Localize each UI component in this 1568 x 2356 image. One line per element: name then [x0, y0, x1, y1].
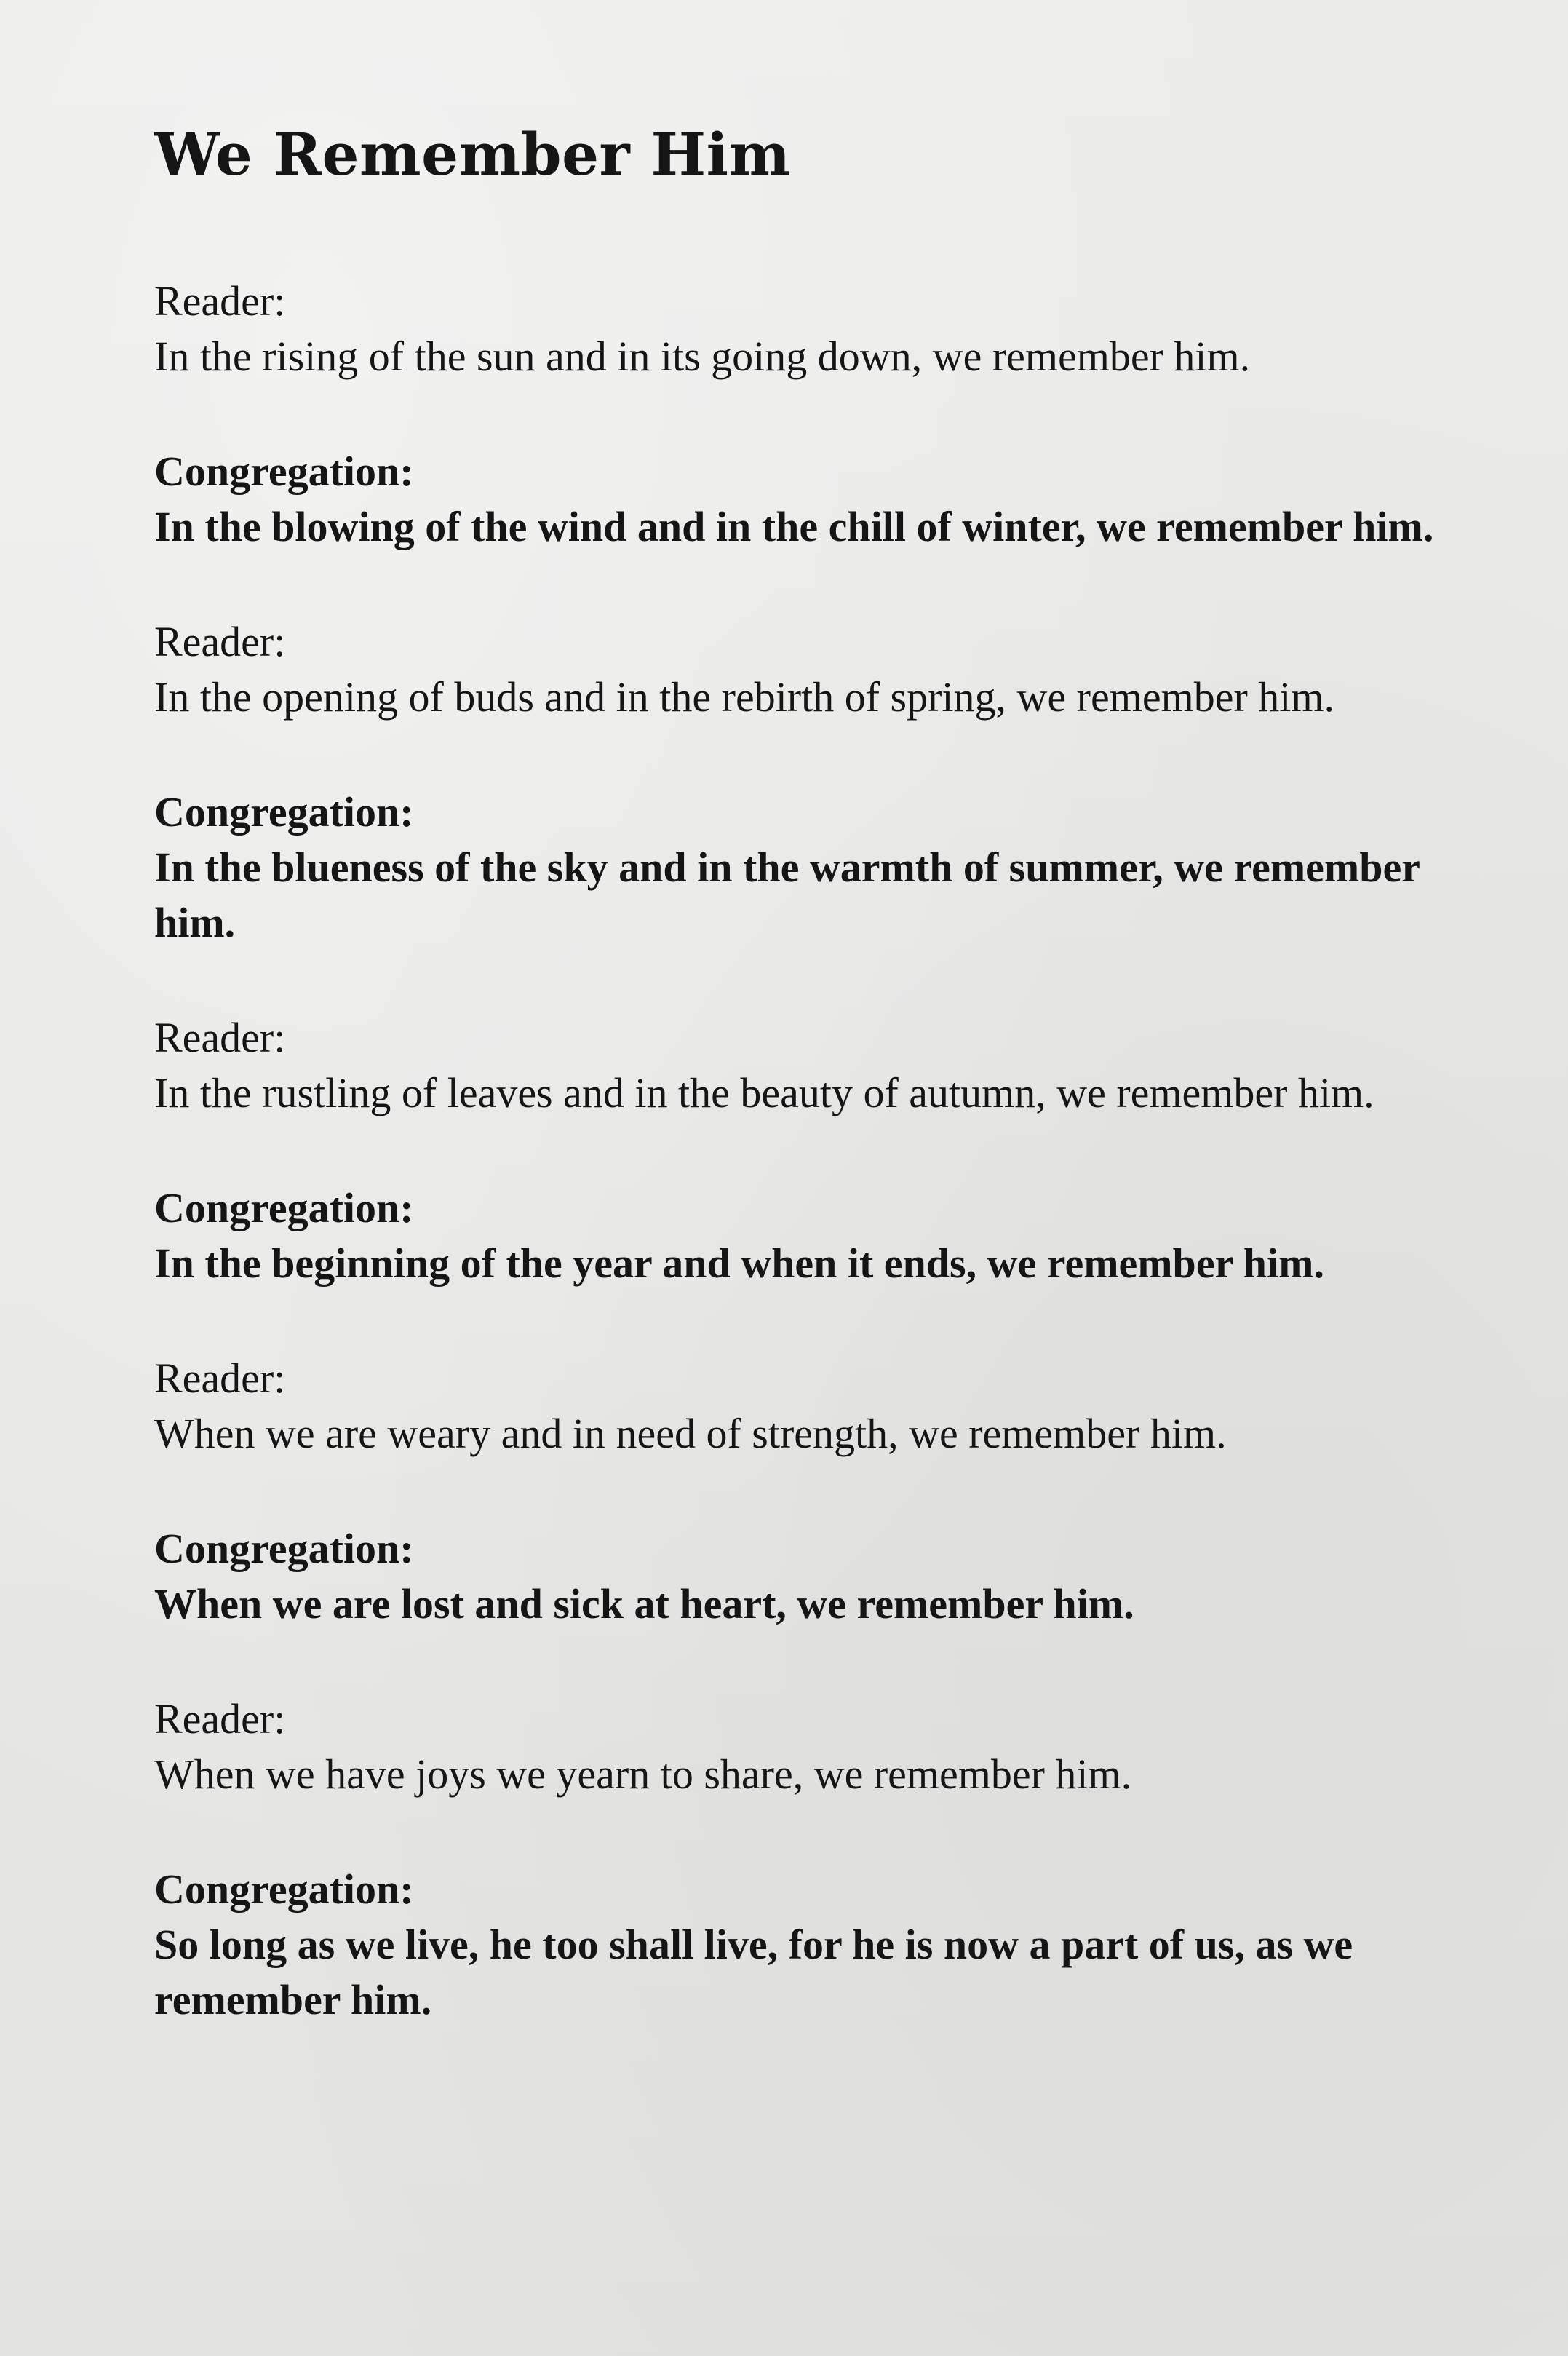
stanza-reader-5: [154, 1691, 1435, 1802]
stanza-congregation-4: [154, 1521, 1435, 1632]
stanza-congregation-1: [154, 444, 1435, 555]
reading-line: In the rustling of leaves and in the beauty of autumn, we remember him.: [154, 1069, 1374, 1116]
reading-line: When we are weary and in need of strength, we remember him.: [154, 1410, 1227, 1457]
speaker-label: Reader:: [154, 618, 286, 665]
stanza-congregation-5: [154, 1862, 1435, 2028]
speaker-label: Congregation:: [154, 1184, 414, 1231]
speaker-label: Reader:: [154, 1014, 286, 1061]
response-line: When we are lost and sick at heart, we remember him.: [154, 1580, 1134, 1627]
responsive-reading: [154, 274, 1435, 2028]
speaker-label: Reader:: [154, 1354, 286, 1402]
response-line: In the blueness of the sky and in the warmth of summer, we remember him.: [154, 844, 1420, 946]
stanza-reader-2: [154, 614, 1435, 725]
speaker-label: Congregation:: [154, 448, 414, 495]
stanza-reader-3: [154, 1010, 1435, 1121]
page-title: We Remember Him: [154, 120, 791, 189]
stanza-reader-4: [154, 1351, 1435, 1461]
stanza-reader-1: [154, 274, 1435, 384]
speaker-label: Congregation:: [154, 1525, 414, 1572]
response-line: So long as we live, he too shall live, for he is now a part of us, as we remember him.: [154, 1921, 1353, 2023]
stanza-congregation-3: [154, 1181, 1435, 1291]
response-line: In the blowing of the wind and in the chill of winter, we remember him.: [154, 503, 1434, 550]
speaker-label: Congregation:: [154, 1865, 414, 1913]
speaker-label: Reader:: [154, 277, 286, 325]
response-line: In the beginning of the year and when it ends, we remember him.: [154, 1240, 1324, 1287]
stanza-congregation-2: [154, 785, 1435, 951]
reading-line: When we have joys we yearn to share, we remember him.: [154, 1750, 1132, 1798]
reading-line: In the rising of the sun and in its going down, we remember him.: [154, 333, 1251, 380]
speaker-label: Reader:: [154, 1695, 286, 1742]
speaker-label: Congregation:: [154, 788, 414, 836]
reading-line: In the opening of buds and in the rebirth of spring, we remember him.: [154, 673, 1334, 721]
